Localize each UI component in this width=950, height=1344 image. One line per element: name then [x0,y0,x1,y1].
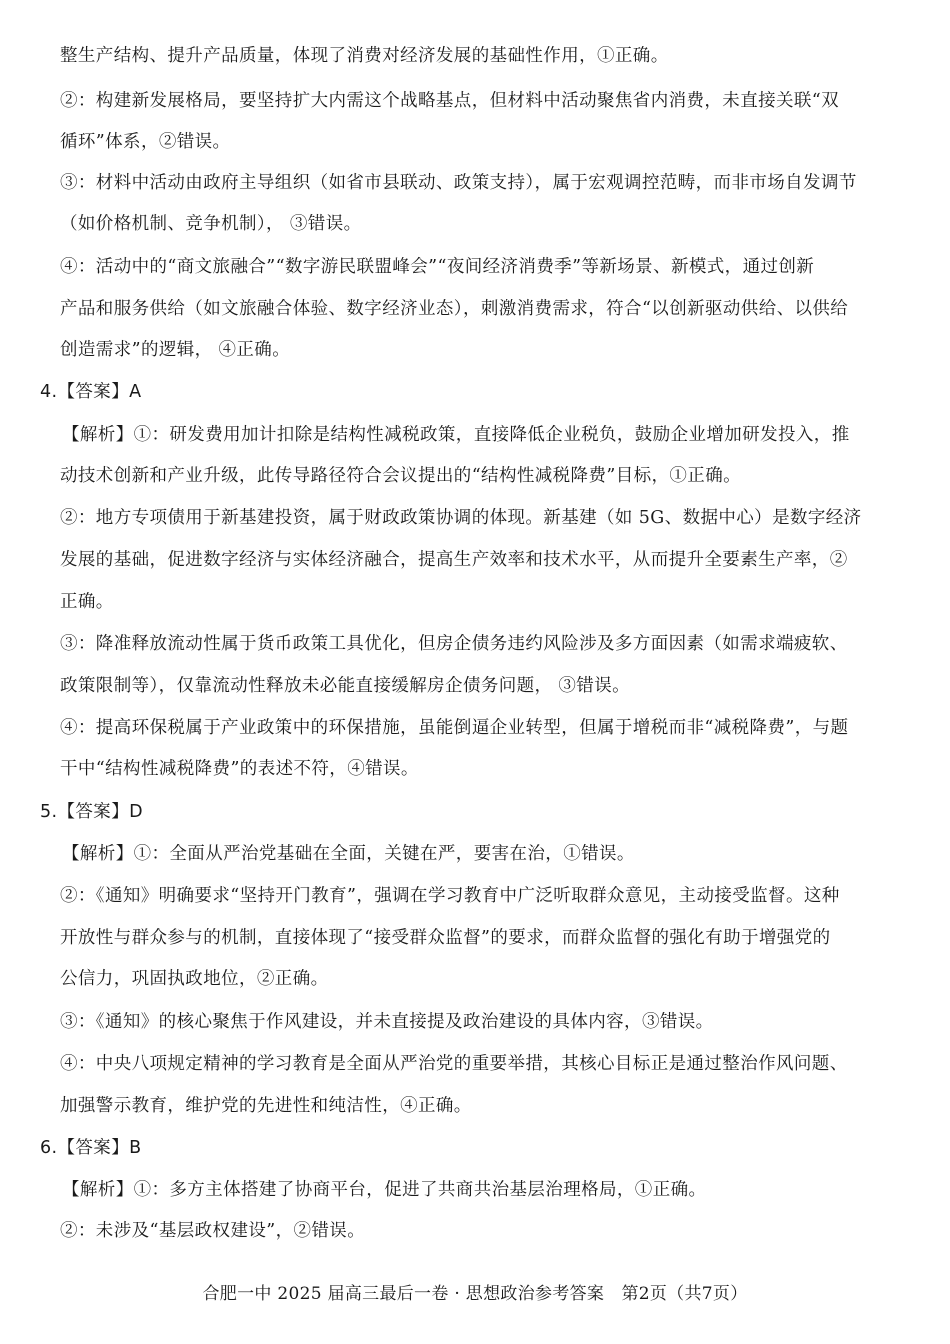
text-line: 政策限制等），仅靠流动性释放未必能直接缓解房企债务问题， ③错误。 [60,676,631,696]
question-4-answer: 4.【答案】A [40,382,142,402]
text-line: 干中“结构性减税降费”的表述不符，④错误。 [60,759,419,779]
text-line: ②：地方专项债用于新基建投资，属于财政政策协调的体现。新基建（如 5G、数据中心）是数字经济 [60,508,862,528]
text-line: ④：中央八项规定精神的学习教育是全面从严治党的重要举措，其核心目标正是通过整治作风问题、 [60,1054,848,1074]
text-line: 整生产结构、提升产品质量，体现了消费对经济发展的基础性作用，①正确。 [60,46,669,66]
text-line: 创造需求”的逻辑， ④正确。 [60,340,291,360]
text-line: 开放性与群众参与的机制，直接体现了“接受群众监督”的要求，而群众监督的强化有助于增强党的 [60,928,831,948]
page-footer: 合肥一中 2025 届高三最后一卷 · 思想政治参考答案 第2页（共7页） [202,1284,748,1304]
text-line: ③：降准释放流动性属于货币政策工具优化，但房企债务违约风险涉及多方面因素（如需求端疲软、 [60,634,848,654]
text-line: ②：未涉及“基层政权建设”，②错误。 [60,1221,366,1241]
text-line: 加强警示教育，维护党的先进性和纯洁性，④正确。 [60,1096,472,1116]
text-line: ③：材料中活动由政府主导组织（如省市县联动、政策支持），属于宏观调控范畴，而非市场自发调节 [60,173,857,193]
text-line: 产品和服务供给（如文旅融合体验、数字经济业态），刺激消费需求，符合“以创新驱动供给、以供给 [60,299,849,319]
text-line: ②：《通知》明确要求“坚持开门教育”，强调在学习教育中广泛听取群众意见，主动接受监督。这种 [60,886,840,906]
text-line: 动技术创新和产业升级，此传导路径符合会议提出的“结构性减税降费”目标，①正确。 [60,466,741,486]
text-line: ②：构建新发展格局，要坚持扩大内需这个战略基点，但材料中活动聚焦省内消费，未直接关联“双 [60,91,840,111]
text-line: ④：活动中的“商文旅融合”“数字游民联盟峰会”“夜间经济消费季”等新场景、新模式，通过创新 [60,257,815,277]
text-line: 【解析】①：研发费用加计扣除是结构性减税政策，直接降低企业税负，鼓励企业增加研发投入，推 [62,425,850,445]
question-6-answer: 6.【答案】B [40,1138,142,1158]
question-5-answer: 5.【答案】D [40,802,143,822]
text-line: （如价格机制、竞争机制）， ③错误。 [60,214,362,234]
text-line: 发展的基础，促进数字经济与实体经济融合，提高生产效率和技术水平，从而提升全要素生产率，② [60,550,848,570]
text-line: ④：提高环保税属于产业政策中的环保措施，虽能倒逼企业转型，但属于增税而非“减税降费”，与题 [60,718,849,738]
text-line: 正确。 [60,592,114,612]
text-line: 【解析】①：全面从严治党基础在全面，关键在严，要害在治，①错误。 [62,844,635,864]
text-line: ③：《通知》的核心聚焦于作风建设，并未直接提及政治建设的具体内容，③错误。 [60,1012,714,1032]
text-line: 【解析】①：多方主体搭建了协商平台，促进了共商共治基层治理格局，①正确。 [62,1180,707,1200]
text-line: 公信力，巩固执政地位，②正确。 [60,969,329,989]
text-line: 循环”体系，②错误。 [60,132,231,152]
